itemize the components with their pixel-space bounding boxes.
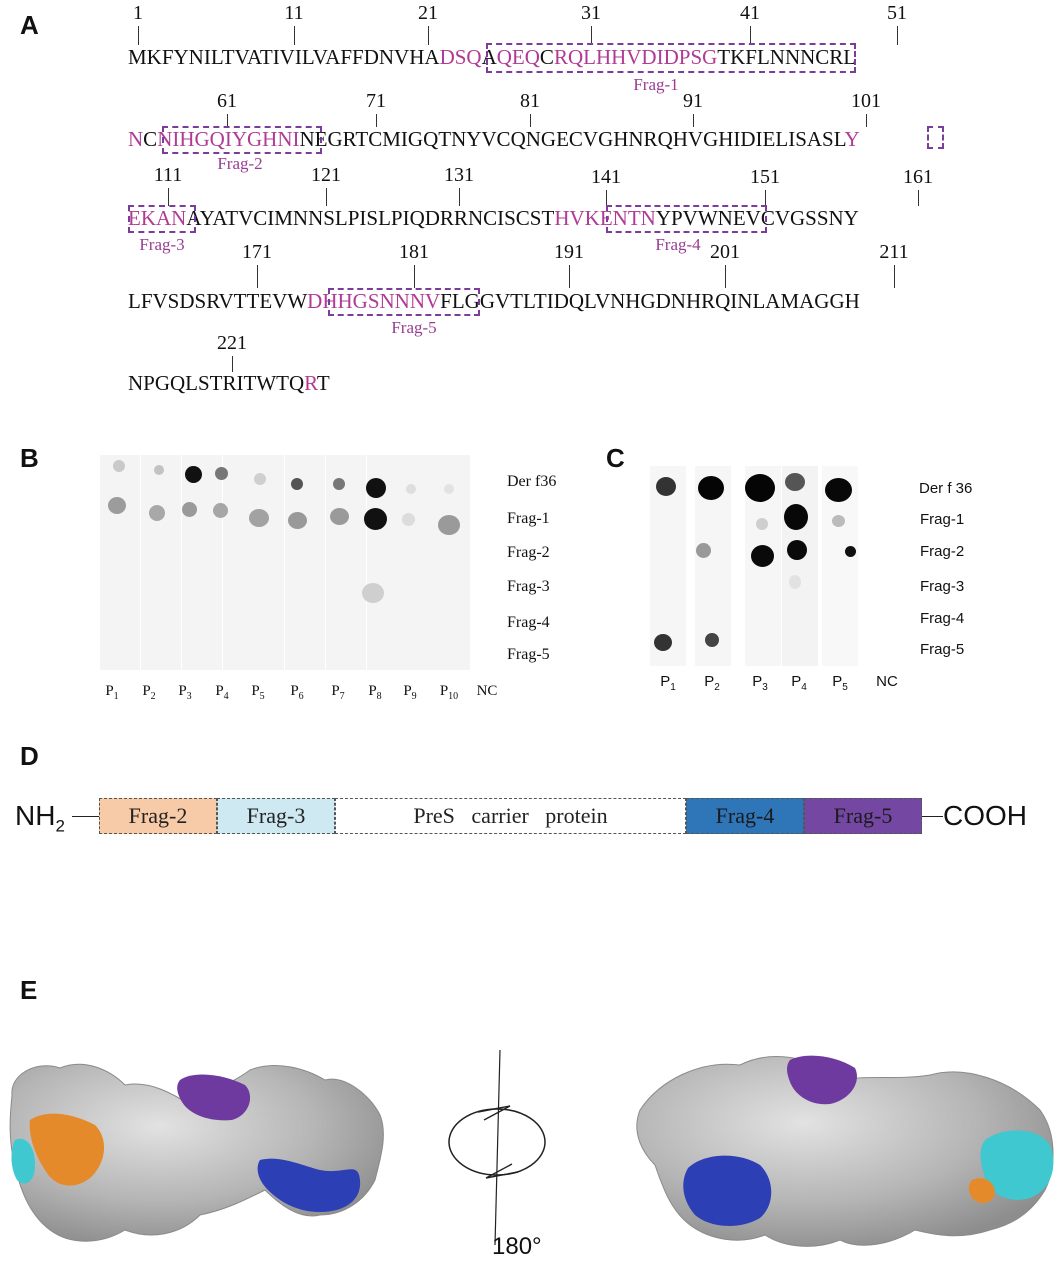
row-label: Frag-5 — [920, 641, 965, 658]
frag-5-box — [328, 288, 480, 316]
blot-dot — [366, 478, 386, 498]
position-tick — [414, 265, 415, 288]
lane-label: NC — [476, 683, 498, 699]
frag-3-box — [128, 205, 196, 233]
lane-label: $P_2$ — [142, 683, 156, 702]
row-label: Frag-2 — [920, 543, 965, 560]
blot-strip — [100, 455, 140, 670]
blot-dot — [705, 633, 719, 647]
frag-4-box — [606, 205, 767, 233]
blot-strip — [326, 455, 366, 670]
blot-dot — [751, 545, 774, 567]
panel-letter-c: C — [606, 443, 625, 473]
position-number: 71 — [366, 90, 386, 112]
sequence-segment-highlight: HV — [554, 206, 585, 230]
position-number: 211 — [879, 241, 909, 263]
row-label: Frag-4 — [507, 614, 550, 631]
sequence-segment: A — [481, 45, 497, 69]
blot-dot — [787, 540, 807, 560]
lane-label: $P_8$ — [368, 683, 382, 702]
blot-strip — [182, 455, 222, 670]
position-number: 61 — [217, 90, 237, 112]
position-tick — [138, 26, 139, 45]
lane-label: $P_6$ — [290, 683, 304, 702]
position-number: 31 — [581, 2, 601, 24]
position-number: 51 — [887, 2, 907, 24]
blot-dot — [438, 515, 460, 535]
lane-label: $P_7$ — [331, 683, 345, 702]
blot-dot — [330, 508, 349, 525]
sequence-segment-highlight: EKAN — [128, 206, 187, 230]
position-number: 221 — [217, 332, 247, 354]
position-tick — [894, 265, 895, 288]
blot-dot — [254, 473, 266, 485]
protein-surface-front — [10, 1064, 383, 1241]
blot-dot — [364, 508, 387, 530]
construct-segment-frag-4: Frag-4 — [686, 798, 804, 834]
position-tick — [569, 265, 570, 288]
blot-strip — [782, 466, 818, 666]
position-tick — [326, 188, 327, 206]
blot-dot — [825, 478, 852, 502]
position-tick — [530, 114, 531, 127]
position-number: 131 — [444, 164, 474, 186]
blot-dot — [154, 465, 164, 475]
sequence-segment-highlight: EN — [599, 206, 628, 230]
sequence-segment: WNEVCVGSSNY — [697, 206, 859, 230]
blot-dot — [845, 546, 856, 557]
position-tick — [693, 114, 694, 127]
row-label: Der f 36 — [919, 480, 973, 497]
position-number: 111 — [153, 164, 183, 186]
frag-2-label: Frag-2 — [217, 154, 263, 173]
panel-letter-d: D — [20, 741, 39, 771]
row-label: Frag-4 — [920, 610, 965, 627]
sequence-segment: LFVSDSRVTTEVW — [128, 289, 308, 313]
sequence-line-3 — [128, 206, 948, 231]
lane-label: $P_{10}$ — [439, 683, 459, 702]
n-terminus-connector — [72, 816, 99, 817]
position-tick — [459, 188, 460, 206]
blot-dot — [444, 484, 454, 494]
protein-surface-back — [637, 1056, 1054, 1247]
position-tick — [606, 190, 607, 206]
blot-dot — [832, 515, 845, 527]
lane-label: $P_1$ — [105, 683, 119, 702]
sequence-segment: AYATVCIMNNSLPISLPIQDRRNCISCST — [186, 206, 555, 230]
blot-dot — [288, 512, 307, 529]
blot-dot — [406, 484, 416, 494]
rotation-label: 180° — [492, 1233, 542, 1260]
sequence-segment-highlight: QEQ — [496, 45, 540, 69]
sequence-line-5 — [128, 371, 428, 396]
blot-strip — [244, 455, 284, 670]
position-number: 181 — [399, 241, 429, 263]
position-number: 191 — [554, 241, 584, 263]
construct-segment-frag-3: Frag-3 — [217, 798, 335, 834]
blot-dot — [149, 505, 165, 521]
blot-dot — [249, 509, 269, 527]
row-label: Frag-3 — [507, 578, 550, 595]
position-tick — [376, 114, 377, 127]
position-number: 201 — [710, 241, 740, 263]
blot-dot — [182, 502, 197, 517]
panel-letter-b: B — [20, 443, 39, 473]
sequence-segment-highlight: DSQ — [439, 45, 482, 69]
sequence-segment: MKFYNILTVATIVILVAFFDNVHA — [128, 45, 440, 69]
row-label: Frag-1 — [920, 511, 965, 528]
blot-dot — [402, 513, 415, 526]
surface-render — [0, 1040, 1063, 1262]
blot-dot — [215, 467, 228, 480]
lane-label: $P_4$ — [791, 673, 807, 693]
lane-label: $P_1$ — [660, 673, 676, 693]
sequence-segment-highlight: RQLHHVDIDPSG — [553, 45, 718, 69]
row-label: Frag-1 — [507, 510, 550, 527]
sequence-segment: FLGGVTLTIDQLVNHGDNHRQINLAMAGGH — [440, 289, 860, 313]
position-number: 91 — [683, 90, 703, 112]
c-terminus-connector — [922, 816, 943, 817]
position-number: 41 — [740, 2, 760, 24]
position-tick — [168, 188, 169, 206]
blot-dot — [745, 474, 775, 502]
lane-label: $P_9$ — [403, 683, 417, 702]
frag-3-box-start — [927, 126, 944, 149]
position-number: 151 — [750, 166, 780, 188]
panel-letter-a: A — [20, 10, 39, 40]
position-tick — [294, 26, 295, 45]
sequence-segment: T — [316, 371, 330, 395]
blot-dot — [756, 518, 768, 530]
position-tick — [918, 190, 919, 206]
blot-strip — [141, 455, 181, 670]
sequence-segment-highlight: NIHGQIYGHNI — [157, 127, 300, 151]
sequence-segment: NEGRTCMIGQTNYVCQNGECVGHNRQHVGHIDIELISASL — [299, 127, 845, 151]
lane-label: NC — [876, 673, 898, 690]
sequence-segment: YPV — [655, 206, 698, 230]
position-tick — [232, 356, 233, 372]
sequence-segment: TKFLNNNCRL — [717, 45, 857, 69]
sequence-segment: NPGQLSTRITWTQ — [128, 371, 305, 395]
position-tick — [257, 265, 258, 288]
lane-label: $P_3$ — [752, 673, 768, 693]
position-tick — [725, 265, 726, 288]
sequence-segment-highlight: N — [128, 127, 144, 151]
position-number: 1 — [133, 2, 143, 24]
sequence-segment-highlight: K — [584, 206, 600, 230]
blot-dot — [291, 478, 303, 490]
frag-4-label: Frag-4 — [655, 235, 701, 254]
n-terminus-label: $NH_2$ — [15, 800, 65, 836]
frag-5-label: Frag-5 — [391, 318, 437, 337]
position-number: 101 — [851, 90, 881, 112]
frag-2-box — [162, 126, 322, 154]
row-label: Frag-5 — [507, 646, 550, 663]
row-label: Frag-3 — [920, 578, 965, 595]
blot-dot — [213, 503, 228, 518]
position-number: 81 — [520, 90, 540, 112]
row-label: Frag-2 — [507, 544, 550, 561]
lane-label: $P_5$ — [832, 673, 848, 693]
position-tick — [866, 114, 867, 127]
construct-segment-pres-carrier: PreS carrier protein — [335, 798, 686, 834]
construct-segment-frag-2: Frag-2 — [99, 798, 217, 834]
sequence-segment-highlight: R — [304, 371, 317, 395]
sequence-segment-highlight: Y — [844, 127, 860, 151]
position-number: 141 — [591, 166, 621, 188]
blot-dot — [698, 476, 724, 500]
position-number: 161 — [903, 166, 933, 188]
frag-3-label: Frag-3 — [139, 235, 185, 254]
blot-dot — [656, 477, 676, 496]
blot-dot — [108, 497, 126, 514]
position-number: 171 — [242, 241, 272, 263]
position-tick — [428, 26, 429, 45]
lane-label: $P_2$ — [704, 673, 720, 693]
frag-4-region — [683, 1156, 771, 1226]
position-tick — [897, 26, 898, 45]
sequence-segment-highlight: TN — [627, 206, 656, 230]
blot-dot — [789, 575, 801, 589]
lane-label: $P_4$ — [215, 683, 229, 702]
blot-dot — [113, 460, 125, 472]
panel-letter-e: E — [20, 975, 38, 1005]
blot-dot — [696, 543, 711, 558]
blot-dot — [362, 583, 384, 603]
c-terminus-label: COOH — [943, 800, 1027, 831]
frag-1-box — [486, 43, 856, 73]
frag-1-label: Frag-1 — [633, 75, 679, 94]
lane-label: $P_3$ — [178, 683, 192, 702]
position-number: 21 — [418, 2, 438, 24]
blot-dot — [654, 634, 672, 651]
position-number: 11 — [284, 2, 304, 24]
sequence-line-4 — [128, 289, 948, 314]
sequence-segment-highlight: DHHGSNNNV — [307, 289, 441, 313]
row-label: Der f36 — [507, 473, 557, 490]
construct-segment-frag-5: Frag-5 — [804, 798, 922, 834]
sequence-segment: C — [143, 127, 158, 151]
sequence-segment: C — [539, 45, 554, 69]
position-number: 121 — [311, 164, 341, 186]
blot-dot — [185, 466, 202, 483]
blot-dot — [785, 473, 805, 491]
position-tick — [765, 190, 766, 206]
rotation-arrow — [449, 1050, 545, 1245]
blot-dot — [333, 478, 345, 490]
blot-dot — [784, 504, 808, 530]
lane-label: $P_5$ — [251, 683, 265, 702]
